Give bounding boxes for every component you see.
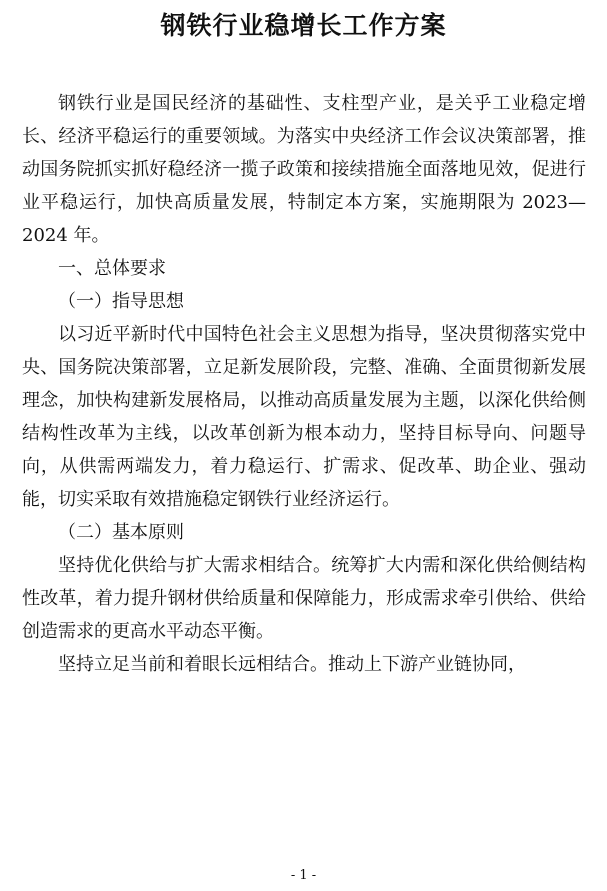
principle-paragraph-1: 坚持优化供给与扩大需求相结合。统筹扩大内需和深化供给侧结构性改革，着力提升钢材供给质量和保障能力，形成需求牵引供给、供给创造需求的更高水平动态平衡。 (22, 555, 586, 642)
document-title: 钢铁行业稳增长工作方案 (160, 11, 447, 40)
guiding-ideology-paragraph: 以习近平新时代中国特色社会主义思想为指导，坚决贯彻落实党中央、国务院决策部署，立足新发展阶段，完整、准确、全面贯彻新发展理念，加快构建新发展格局，以推动高质量发展为主题，以深化供给侧结构性改革为主线，以改革创新为根本动力，坚持目标导向、问题导向，从供需两端发力，着力稳运行、扩需求、促改革、助企业、强动能，切实采取有效措施稳定钢铁行业经济运行。 (22, 324, 586, 510)
intro-paragraph: 钢铁行业是国民经济的基础性、支柱型产业，是关乎工业稳定增长、经济平稳运行的重要领域。为落实中央经济工作会议决策部署，推动国务院抓实抓好稳经济一揽子政策和接续措施全面落地见效，促进行业平稳运行，加快高质量发展，特制定本方案，实施期限为 2023—2024 年。 (22, 93, 586, 246)
section-heading-general-requirements: 一、总体要求 (58, 258, 166, 279)
subsection-heading-basic-principles: （二）基本原则 (58, 522, 184, 543)
page-number: - 1 - (290, 868, 317, 883)
document-body (22, 87, 586, 681)
subsection-heading-guiding-ideology: （一）指导思想 (58, 291, 184, 312)
principle-paragraph-2: 坚持立足当前和着眼长远相结合。推动上下游产业链协同， (58, 654, 526, 675)
